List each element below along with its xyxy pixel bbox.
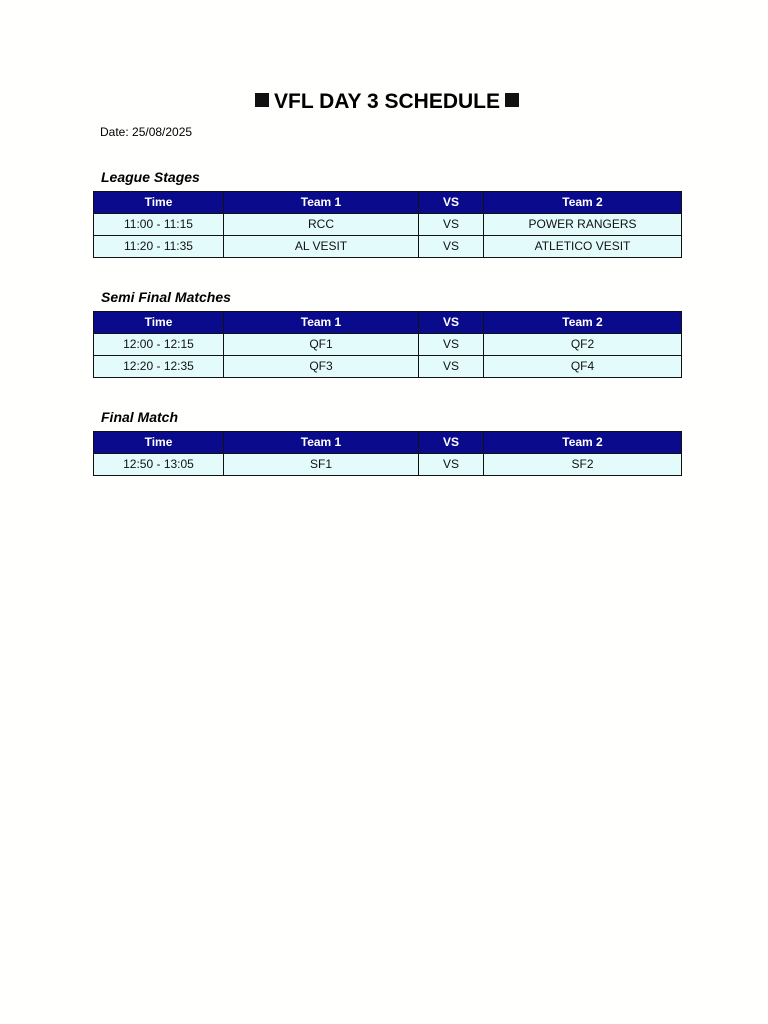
cell-time: 11:20 - 11:35 — [94, 236, 224, 258]
table-row — [94, 334, 682, 356]
table-header-row — [94, 192, 682, 214]
table-row — [94, 356, 682, 378]
column-header-vs: VS — [419, 432, 484, 454]
column-header-team2: Team 2 — [484, 192, 682, 214]
table-header-row — [94, 432, 682, 454]
page-title-text: VFL DAY 3 SCHEDULE — [273, 90, 500, 113]
cell-team1: QF3 — [224, 356, 419, 378]
cell-vs: VS — [419, 334, 484, 356]
cell-time: 12:20 - 12:35 — [94, 356, 224, 378]
cell-team1: QF1 — [224, 334, 419, 356]
section-league-stages — [93, 169, 681, 258]
cell-team2: ATLETICO VESIT — [484, 236, 682, 258]
cell-team1: AL VESIT — [224, 236, 419, 258]
schedule-table — [93, 191, 682, 258]
section-final-match — [93, 409, 681, 476]
cell-team2: POWER RANGERS — [484, 214, 682, 236]
cell-vs: VS — [419, 356, 484, 378]
cell-time: 12:50 - 13:05 — [94, 454, 224, 476]
column-header-team2: Team 2 — [484, 432, 682, 454]
cell-team2: QF4 — [484, 356, 682, 378]
column-header-team1: Team 1 — [224, 312, 419, 334]
square-bullet-icon — [505, 93, 519, 107]
cell-time: 11:00 - 11:15 — [94, 214, 224, 236]
section-title: Semi Final Matches — [101, 289, 231, 305]
column-header-time: Time — [94, 192, 224, 214]
column-header-team1: Team 1 — [224, 432, 419, 454]
cell-vs: VS — [419, 236, 484, 258]
column-header-team1: Team 1 — [224, 192, 419, 214]
cell-team2: QF2 — [484, 334, 682, 356]
page-title — [0, 90, 768, 114]
cell-team2: SF2 — [484, 454, 682, 476]
column-header-team2: Team 2 — [484, 312, 682, 334]
table-header-row — [94, 312, 682, 334]
cell-vs: VS — [419, 454, 484, 476]
square-bullet-icon — [255, 93, 269, 107]
cell-vs: VS — [419, 214, 484, 236]
cell-team1: SF1 — [224, 454, 419, 476]
cell-team1: RCC — [224, 214, 419, 236]
column-header-time: Time — [94, 312, 224, 334]
cell-time: 12:00 - 12:15 — [94, 334, 224, 356]
schedule-date: Date: 25/08/2025 — [100, 125, 193, 139]
table-row — [94, 454, 682, 476]
column-header-vs: VS — [419, 192, 484, 214]
section-semi-final-matches — [93, 289, 681, 378]
table-row — [94, 236, 682, 258]
column-header-vs: VS — [419, 312, 484, 334]
column-header-time: Time — [94, 432, 224, 454]
section-title: League Stages — [101, 169, 200, 185]
section-title: Final Match — [101, 409, 179, 425]
schedule-table — [93, 431, 682, 476]
schedule-table — [93, 311, 682, 378]
table-row — [94, 214, 682, 236]
